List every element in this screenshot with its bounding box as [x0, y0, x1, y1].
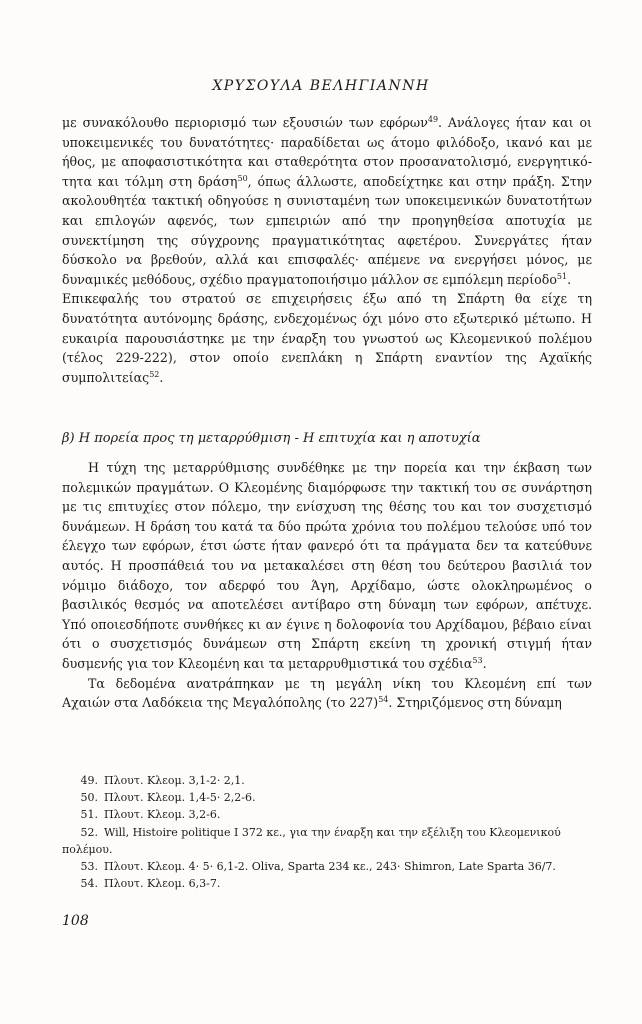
text-line — [62, 595, 592, 615]
footnote-text: Πλουτ. Κλεομ. 3,2-6. — [104, 808, 221, 822]
line-text: έλεγχο των εφόρων, έτσι ώστε ήταν φανερό ότι τα πράγματα δεν τα κατεύθυνε — [62, 538, 592, 554]
footnote-text: Πλουτ. Κλεομ. 6,3-7. — [104, 877, 221, 891]
text-line — [62, 478, 592, 498]
text-line — [62, 576, 592, 596]
section-heading: β) Η πορεία προς τη μεταρρύθμιση - Η επιτυχία και η αποτυχία — [62, 431, 481, 446]
line-text: πολεμικών πραγμάτων. Ο Κλεομένης διαμόρφωσε την τακτική του σε συνάρτηση — [62, 479, 592, 495]
footnote-number: 49. — [80, 774, 98, 787]
footnote-number: 53. — [80, 860, 98, 874]
footnote — [62, 806, 592, 823]
text-line — [62, 191, 592, 211]
text-line — [62, 368, 592, 388]
footnote-text-continuation: πολέμου. — [62, 842, 113, 856]
text-line — [62, 517, 592, 537]
line-text: ακολουθητέα τακτική οδηγούσε η συνισταμένη των υποκειμενικών δυνατοτήτων — [62, 193, 592, 209]
line-text: ότι ο συσχετισμός δυνάμεων στη Σπάρτη εκείνη τη χρονική στιγμή ήταν — [62, 636, 592, 652]
footnote — [62, 858, 592, 875]
footnote-text: Will, Histoire politique I 372 κε., για την έναρξη και την εξέλιξη του Κλεομενικού — [104, 825, 561, 839]
line-text: με τις επιτυχίες στον πόλεμο, την ενίσχυση της θέσης του και τον συσχετισμό — [62, 499, 592, 515]
line-text: συνεκτίμηση της σύγχρονης πραγματικότητας αφετέρου. Συνεργάτες ήταν — [62, 232, 592, 248]
line-text: Αχαιών στα Λαδόκεια της Μεγαλόπολης (το 227) — [62, 695, 379, 711]
footnote-number: 50. — [80, 791, 98, 805]
page-number: 108 — [62, 913, 89, 929]
text-line — [62, 556, 592, 576]
footnote-number: 51. — [80, 808, 98, 822]
line-text: δυσμενής για τον Κλεομένη και τα μεταρρυθμιστικά του σχέδια — [62, 655, 473, 671]
text-line — [62, 172, 592, 192]
text-line — [62, 270, 592, 290]
line-text: αυτός. Η προσπάθειά του να μετακαλέσει στη θέση του δεύτερου βασιλιά τον — [62, 557, 592, 573]
footnote-number: 52. — [80, 825, 98, 839]
line-text-after-ref: . Στηριζόμενος στη δύναμη — [388, 695, 562, 711]
text-line — [62, 152, 592, 172]
line-text: δυνάμεων. Η δράση του κατά τα δύο πρώτα χρόνια του πολέμου τελούσε υπό τον — [62, 518, 592, 534]
footnote-ref: 53 — [472, 655, 483, 665]
line-text: υποκειμενικές του δυνατότητες· παραδίδεται ως άτομο φιλόδοξο, ικανό και με — [62, 134, 592, 150]
text-line — [62, 211, 592, 231]
text-line — [62, 348, 592, 368]
footnote-ref: 50 — [237, 173, 248, 183]
line-text: Επικεφαλής του στρατού σε επιχειρήσεις έξω από τη Σπάρτη θα είχε τη — [62, 291, 592, 307]
footnote — [62, 789, 592, 806]
line-text: δύσκολο να βρεθούν, αλλά και επισφαλές· απέμενε να ενεργήσει μόνος, με — [62, 252, 592, 268]
footnotes — [62, 772, 592, 892]
text-line — [62, 133, 592, 153]
line-text: με συνακόλουθο περιορισμό των εξουσιών των εφόρων — [62, 115, 428, 130]
text-line — [62, 329, 592, 349]
text-line — [62, 250, 592, 270]
footnote-ref: 52 — [149, 369, 160, 379]
footnote-ref: 49 — [427, 115, 439, 124]
line-text: (τέλος 229-222), στον οποίο ενεπλάκη η Σπάρτη εναντίον της Αχαϊκής — [62, 350, 592, 366]
text-line — [62, 289, 592, 309]
line-text-after-ref: . — [482, 655, 487, 671]
footnote-text: Πλουτ. Κλεομ. 1,4-5· 2,2-6. — [104, 791, 256, 805]
text-line — [62, 693, 592, 713]
line-text: δυνατότητα αυτόνομης δράσης, ενδεχομένως όχι μόνο στο εξωτερικό μέτωπο. Η — [62, 310, 592, 326]
line-text: συμπολιτείας — [62, 369, 150, 385]
body-text-block-1 — [62, 113, 592, 387]
footnote — [62, 875, 592, 892]
line-text-after-ref: , όπως άλλωστε, αποδείχτηκε και στην πράξη. Στην — [247, 173, 593, 189]
line-text: βασιλικός θεσμός να αποτελέσει αντίβαρο στη δύναμη των εφόρων, απέτυχε. — [62, 597, 592, 613]
text-line — [62, 536, 592, 556]
running-head: ΧΡΥΣΟΥΛΑ ΒΕΛΗΓΙΑΝΝΗ — [212, 78, 430, 94]
line-text: νόμιμο διάδοχο, τον αδερφό του Άγη, Αρχίδαμο, ώστε ολοκληρωμένος ο — [62, 577, 592, 593]
text-line — [62, 615, 592, 635]
line-text: τητα και τόλμη στη δράση — [62, 173, 238, 189]
text-line — [62, 231, 592, 251]
line-text: δυναμικές μεθόδους, σχέδιο πραγματοποιήσιμο μάλλον σε εμπόλεμη περίοδο — [62, 271, 557, 287]
body-text-block-2 — [62, 458, 592, 713]
footnote-text: Πλουτ. Κλεομ. 3,1-2· 2,1. — [104, 774, 245, 787]
text-line — [62, 654, 592, 674]
footnote-ref: 54 — [378, 695, 389, 705]
line-text-after-ref: . — [567, 271, 572, 287]
line-text: Υπό οποιεσδήποτε συνθήκες κι αν έγινε η δολοφονία του Αρχίδαμου, βέβαιο είναι — [62, 616, 592, 632]
line-text: ευκαιρία παρουσιάστηκε με την έναρξη του γνωστού ως Κλεομενικού πολέμου — [62, 330, 592, 346]
footnote-ref: 51 — [556, 271, 568, 281]
line-text-after-ref: . Ανάλογες ήταν και οι — [438, 115, 592, 130]
footnote — [62, 772, 592, 789]
line-text: και επιλογών αφενός, των εμπειριών από την προηγηθείσα αποτυχία με — [62, 212, 592, 228]
text-line — [62, 674, 592, 694]
text-line — [62, 309, 592, 329]
footnote-number: 54. — [80, 877, 98, 891]
text-line — [62, 634, 592, 654]
line-text: Η τύχη της μεταρρύθμισης συνδέθηκε με την πορεία και την έκβαση των — [88, 460, 592, 475]
text-line — [62, 497, 592, 517]
line-text-after-ref: . — [159, 369, 164, 385]
text-line — [62, 458, 592, 478]
footnote-text: Πλουτ. Κλεομ. 4· 5· 6,1-2. Oliva, Sparta 234 κε., 243· Shimron, Late Sparta 36/7. — [104, 860, 556, 874]
line-text: ήθος, με αποφασιστικότητα και σταθερότητα στον προσανατολισμό, ενεργητικό- — [62, 154, 592, 170]
line-text: Τα δεδομένα ανατράπηκαν με τη μεγάλη νίκη του Κλεομένη επί των — [88, 675, 592, 691]
text-line — [62, 113, 592, 133]
footnote — [62, 824, 592, 858]
